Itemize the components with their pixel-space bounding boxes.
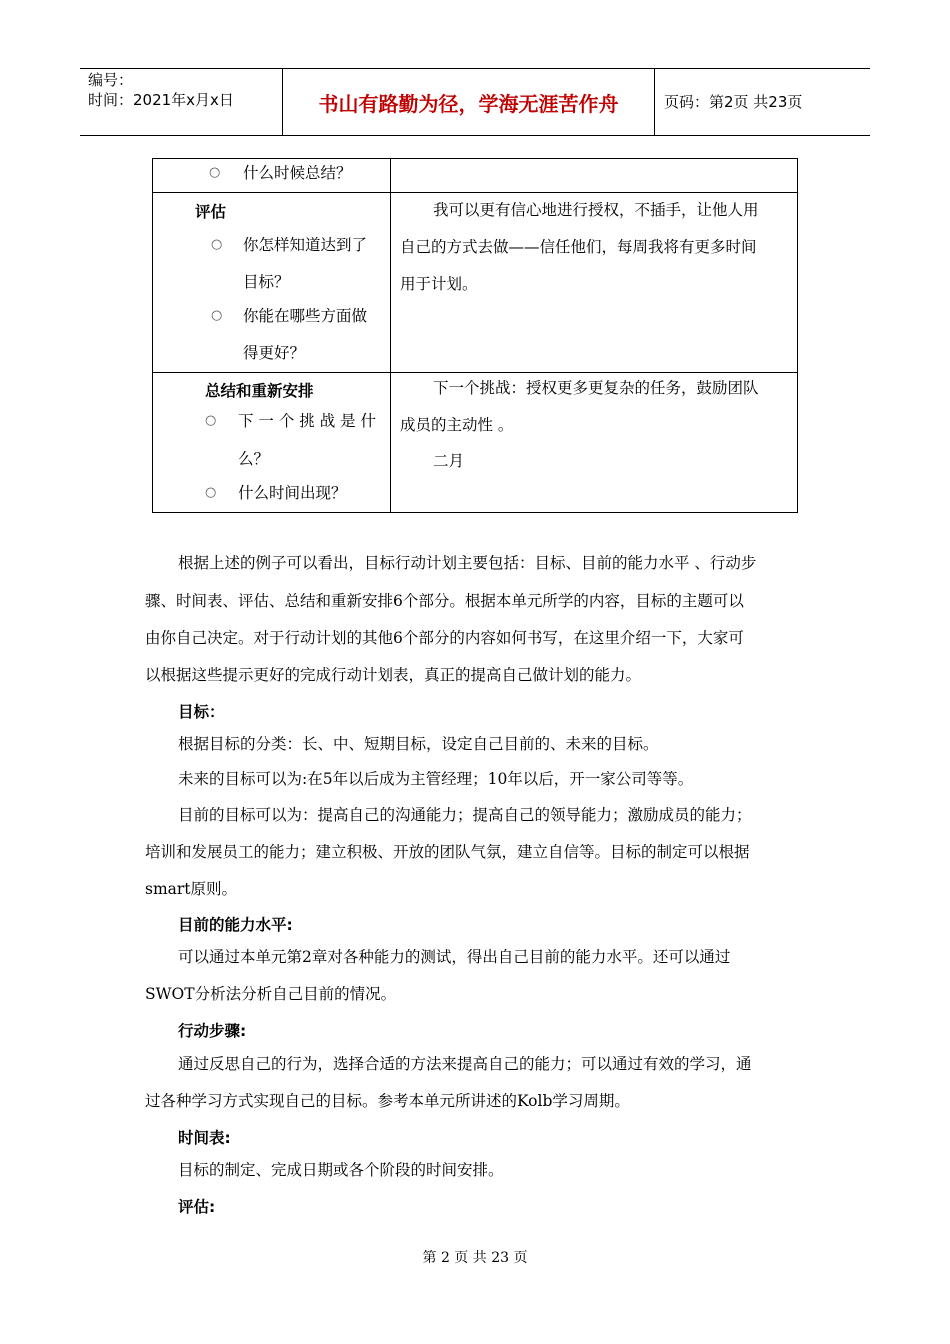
intro-line-1: 根据上述的例子可以看出，目标行动计划主要包括：目标、目前的能力水平 、行动步 bbox=[178, 554, 757, 572]
header-date: 时间：2021年x月x日 bbox=[88, 91, 234, 109]
row3-item1-line1: 下 一 个 挑 战 是 什 bbox=[238, 412, 377, 430]
row3-item1-line2: 么？ bbox=[238, 450, 270, 468]
header-number: 编号： bbox=[88, 71, 134, 89]
row3-right-line3: 二月 bbox=[433, 452, 465, 470]
row2-item2-line2: 得更好？ bbox=[243, 344, 306, 362]
circle-bullet-icon: ○ bbox=[209, 165, 221, 180]
header-page-number: 页码：第2页 共23页 bbox=[664, 93, 803, 111]
plan-table bbox=[152, 158, 798, 513]
header-divider-right bbox=[654, 68, 655, 135]
timetable-heading: 时间表: bbox=[178, 1129, 231, 1147]
header-top-rule bbox=[80, 68, 870, 69]
evaluation-heading: 评估: bbox=[178, 1198, 216, 1216]
header-bottom-rule bbox=[80, 135, 870, 136]
intro-line-3: 由你自己决定。对于行动计划的其他6个部分的内容如何书写，在这里介绍一下，大家可 bbox=[145, 629, 744, 647]
steps-line-1: 通过反思自己的行为，选择合适的方法来提高自己的能力；可以通过有效的学习，通 bbox=[178, 1055, 752, 1073]
table-column-divider bbox=[390, 159, 391, 512]
row2-item2-line1: 你能在哪些方面做 bbox=[243, 307, 368, 325]
row2-item1-line1: 你怎样知道达到了 bbox=[243, 236, 368, 254]
steps-line-2: 过各种学习方式实现自己的目标。参考本单元所讲述的Kolb学习周期。 bbox=[145, 1092, 630, 1110]
goal-para-3-line-1: 目前的目标可以为：提高自己的沟通能力；提高自己的领导能力；激励成员的能力； bbox=[178, 806, 752, 824]
steps-heading: 行动步骤: bbox=[178, 1022, 247, 1040]
row2-right-line2: 自己的方式去做——信任他们，每周我将有更多时间 bbox=[400, 238, 757, 256]
table-row-divider-1 bbox=[153, 192, 797, 193]
header-meta bbox=[88, 70, 234, 110]
row2-title: 评估 bbox=[195, 203, 227, 221]
row2-item1-line2: 目标？ bbox=[243, 273, 290, 291]
goal-para-3-line-3: smart原则。 bbox=[145, 880, 238, 898]
ability-heading: 目前的能力水平: bbox=[178, 916, 293, 934]
circle-bullet-icon: ○ bbox=[211, 237, 223, 252]
intro-line-4: 以根据这些提示更好的完成行动计划表，真正的提高自己做计划的能力。 bbox=[145, 666, 642, 684]
goal-para-2: 未来的目标可以为:在5年以后成为主管经理；10年以后，开一家公司等等。 bbox=[178, 770, 694, 788]
goal-para-1: 根据目标的分类：长、中、短期目标，设定自己目前的、未来的目标。 bbox=[178, 735, 659, 753]
table-row-divider-2 bbox=[153, 372, 797, 373]
goal-heading: 目标： bbox=[178, 703, 225, 721]
row3-title: 总结和重新安排 bbox=[205, 382, 314, 400]
row3-item2: 什么时间出现？ bbox=[238, 484, 347, 502]
footer-page-number: 第 2 页 共 23 页 bbox=[422, 1250, 528, 1266]
circle-bullet-icon: ○ bbox=[205, 485, 217, 500]
row2-right-line3: 用于计划。 bbox=[400, 275, 478, 293]
goal-para-3-line-2: 培训和发展员工的能力；建立积极、开放的团队气氛，建立自信等。目标的制定可以根据 bbox=[145, 843, 750, 861]
header-motto: 书山有路勤为径，学海无涯苦作舟 bbox=[318, 92, 619, 116]
row3-right-line2: 成员的主动性 。 bbox=[400, 416, 514, 434]
intro-line-2: 骤、时间表、评估、总结和重新安排6个部分。根据本单元所学的内容，目标的主题可以 bbox=[145, 592, 744, 610]
circle-bullet-icon: ○ bbox=[205, 413, 217, 428]
timetable-para: 目标的制定、完成日期或各个阶段的时间安排。 bbox=[178, 1161, 504, 1179]
circle-bullet-icon: ○ bbox=[211, 308, 223, 323]
ability-line-2: SWOT分析法分析自己目前的情况。 bbox=[145, 985, 397, 1003]
row2-right-line1: 我可以更有信心地进行授权，不插手，让他人用 bbox=[433, 201, 759, 219]
row3-right-line1: 下一个挑战：授权更多更复杂的任务，鼓励团队 bbox=[433, 379, 759, 397]
ability-line-1: 可以通过本单元第2章对各种能力的测试，得出自己目前的能力水平。还可以通过 bbox=[178, 948, 731, 966]
row1-item: 什么时候总结？ bbox=[243, 164, 352, 182]
